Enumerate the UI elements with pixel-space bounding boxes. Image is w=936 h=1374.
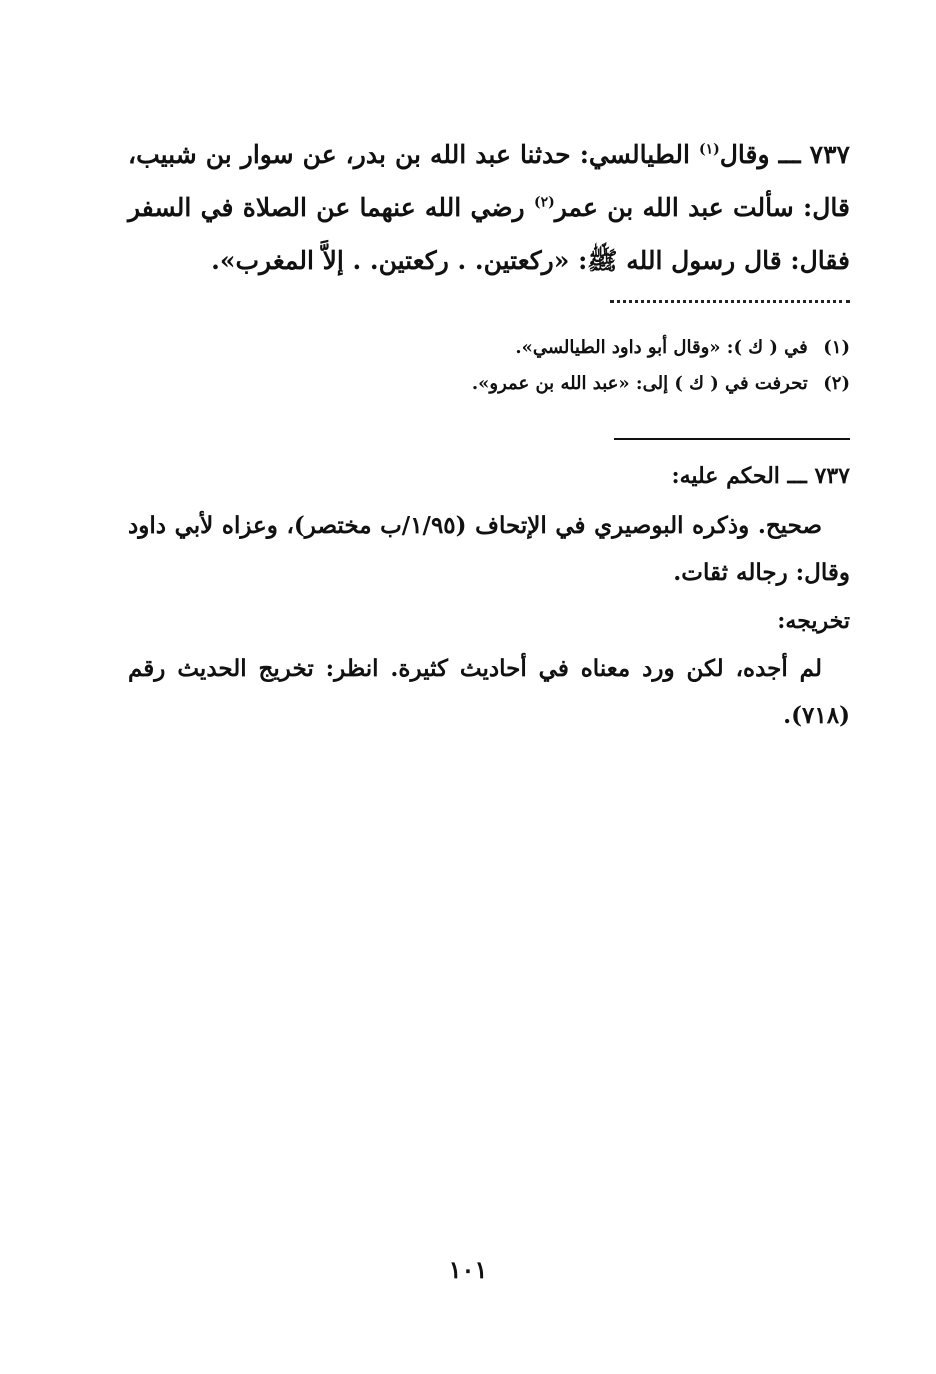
footnote-separator	[610, 300, 850, 309]
footnote-text: تحرفت في ( ك ) إلى: «عبد الله بن عمرو».	[471, 373, 808, 394]
footnote-number: (٢)	[823, 373, 850, 394]
ruling-text: صحيح. وذكره البوصيري في الإتحاف (١/٩٥/ب مختصر)، وعزاه لأبي داود وقال: رجاله ثقات.	[128, 512, 850, 586]
hadith-text	[128, 128, 850, 287]
footnote-number: (١)	[823, 337, 850, 358]
hadith-part-2: الطيالسي: حدثنا عبد الله بن بدر، عن سوار بن شبيب، قال: سألت عبد الله بن عمر	[128, 140, 850, 222]
hadith-number: ٧٣٧	[809, 140, 850, 169]
hadith-part-1: وقال	[719, 140, 770, 169]
footnote-ref-1: (١)	[698, 141, 720, 158]
footnotes	[128, 330, 850, 402]
footnote-text: في ( ك ): «وقال أبو داود الطيالسي».	[515, 337, 808, 358]
hadith-part-3: رضي الله عنهما عن الصلاة في السفر فقال: قال رسول الله ﷺ: «ركعتين. . ركعتين. . إلاَّ المغرب».	[128, 193, 850, 275]
page-number: ١٠١	[448, 1255, 488, 1284]
footnote-2	[128, 366, 850, 402]
footnote-1	[128, 330, 850, 366]
takhrij-text: لم أجده، لكن ورد معناه في أحاديث كثيرة. انظر: تخريج الحديث رقم (٧١٨).	[128, 655, 850, 729]
section-divider	[614, 438, 850, 440]
footnote-ref-2: (٢)	[533, 194, 555, 211]
hadith-dash: ـــ	[778, 140, 801, 169]
takhrij-heading: تخريجه:	[777, 608, 850, 634]
ruling-heading: ٧٣٧ ـــ الحكم عليه:	[671, 463, 850, 489]
